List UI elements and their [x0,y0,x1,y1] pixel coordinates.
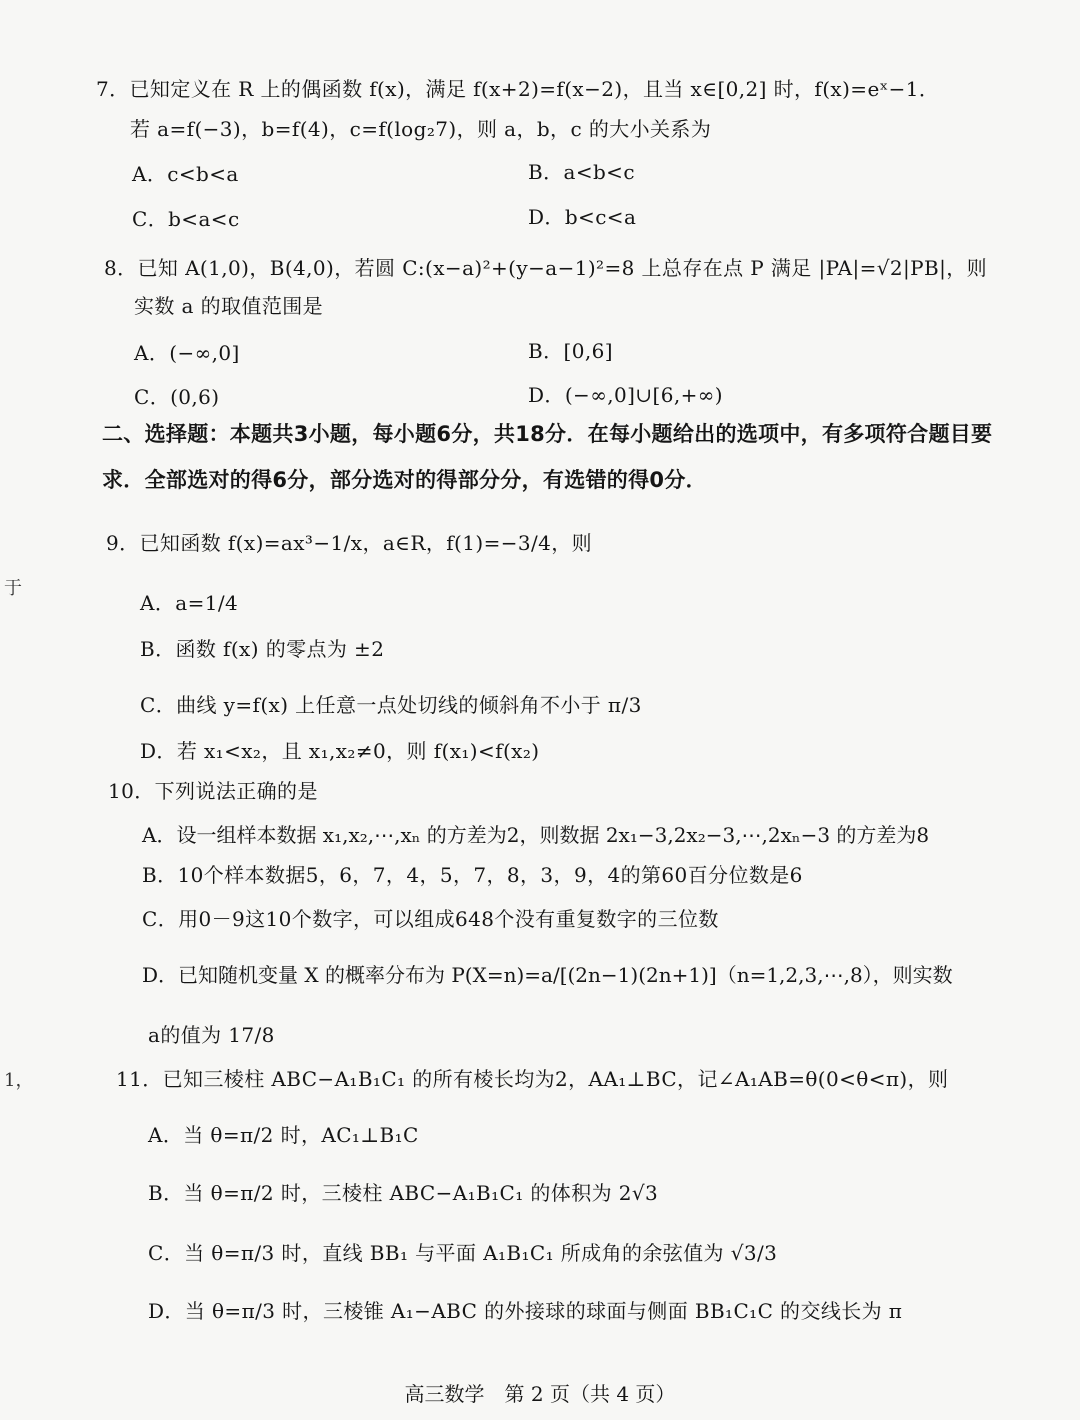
q10-option-d: D．已知随机变量 X 的概率分布为 P(X=n)=a/[(2n−1)(2n+1)]（n=1,2,3,⋯,8），则实数 [142,963,953,987]
q10-option-c: C．用0－9这10个数字，可以组成648个没有重复数字的三位数 [142,907,719,931]
q11-option-a: A．当 θ=π/2 时，AC₁⊥B₁C [148,1123,419,1147]
q8-stem-line2: 实数 a 的取值范围是 [134,294,324,318]
page-footer: 高三数学 第 2 页（共 4 页） [404,1382,676,1406]
q10-stem: 10．下列说法正确的是 [108,779,318,803]
q7-option-d: D．b<c<a [528,205,637,229]
q11-option-c: C．当 θ=π/3 时，直线 BB₁ 与平面 A₁B₁C₁ 所成角的余弦值为 √3/3 [148,1241,778,1265]
q10-option-a: A．设一组样本数据 x₁,x₂,⋯,xₙ 的方差为2，则数据 2x₁−3,2x₂−3,⋯,2xₙ−3 的方差为8 [142,823,930,847]
q11-stem: 11．已知三棱柱 ABC−A₁B₁C₁ 的所有棱长均为2，AA₁⊥BC，记∠A₁AB=θ(0<θ<π)，则 [116,1067,949,1091]
q7-stem-line1: 7．已知定义在 R 上的偶函数 f(x)，满足 f(x+2)=f(x−2)，且当 x∈[0,2] 时，f(x)=eˣ−1． [96,77,940,101]
q8-option-c: C．(0,6) [134,385,220,409]
q10-option-b: B．10个样本数据5，6，7，4，5，7，8，3，9，4的第60百分位数是6 [142,863,803,887]
q8-stem-line1: 8．已知 A(1,0)，B(4,0)，若圆 C:(x−a)²+(y−a−1)²=8 上总存在点 P 满足 |PA|=√2|PB|，则 [104,256,988,280]
q9-option-b: B．函数 f(x) 的零点为 ±2 [140,637,385,661]
q8-option-d: D．(−∞,0]∪[6,+∞) [528,383,724,407]
q9-option-d: D．若 x₁<x₂，且 x₁,x₂≠0，则 f(x₁)<f(x₂) [140,739,540,763]
q9-stem: 9．已知函数 f(x)=ax³−1/x，a∈R，f(1)=−3/4，则 [106,531,593,555]
margin-mark-2: 1， [4,1070,34,1091]
q10-option-d-continuation: a的值为 17/8 [148,1023,275,1047]
q11-option-b: B．当 θ=π/2 时，三棱柱 ABC−A₁B₁C₁ 的体积为 2√3 [148,1181,659,1205]
q11-option-d: D．当 θ=π/3 时，三棱锥 A₁−ABC 的外接球的球面与侧面 BB₁C₁C 的交线长为 π [148,1299,903,1323]
q7-stem-line2: 若 a=f(−3)，b=f(4)，c=f(log₂7)，则 a，b，c 的大小关系为 [130,117,712,141]
section2-heading-line1: 二、选择题：本题共3小题，每小题6分，共18分．在每小题给出的选项中，有多项符合题目要 [102,422,993,446]
q8-option-b: B．[0,6] [528,339,613,363]
section2-heading-line2: 求．全部选对的得6分，部分选对的得部分分，有选错的得0分． [102,468,707,492]
q7-option-b: B．a<b<c [528,160,635,184]
margin-mark-1: 于 [4,578,22,599]
q7-option-a: A．c<b<a [132,162,239,186]
q7-option-c: C．b<a<c [132,207,240,231]
q9-option-a: A．a=1/4 [140,591,239,615]
q9-option-c: C．曲线 y=f(x) 上任意一点处切线的倾斜角不小于 π/3 [140,693,642,717]
q8-option-a: A．(−∞,0] [134,341,240,365]
